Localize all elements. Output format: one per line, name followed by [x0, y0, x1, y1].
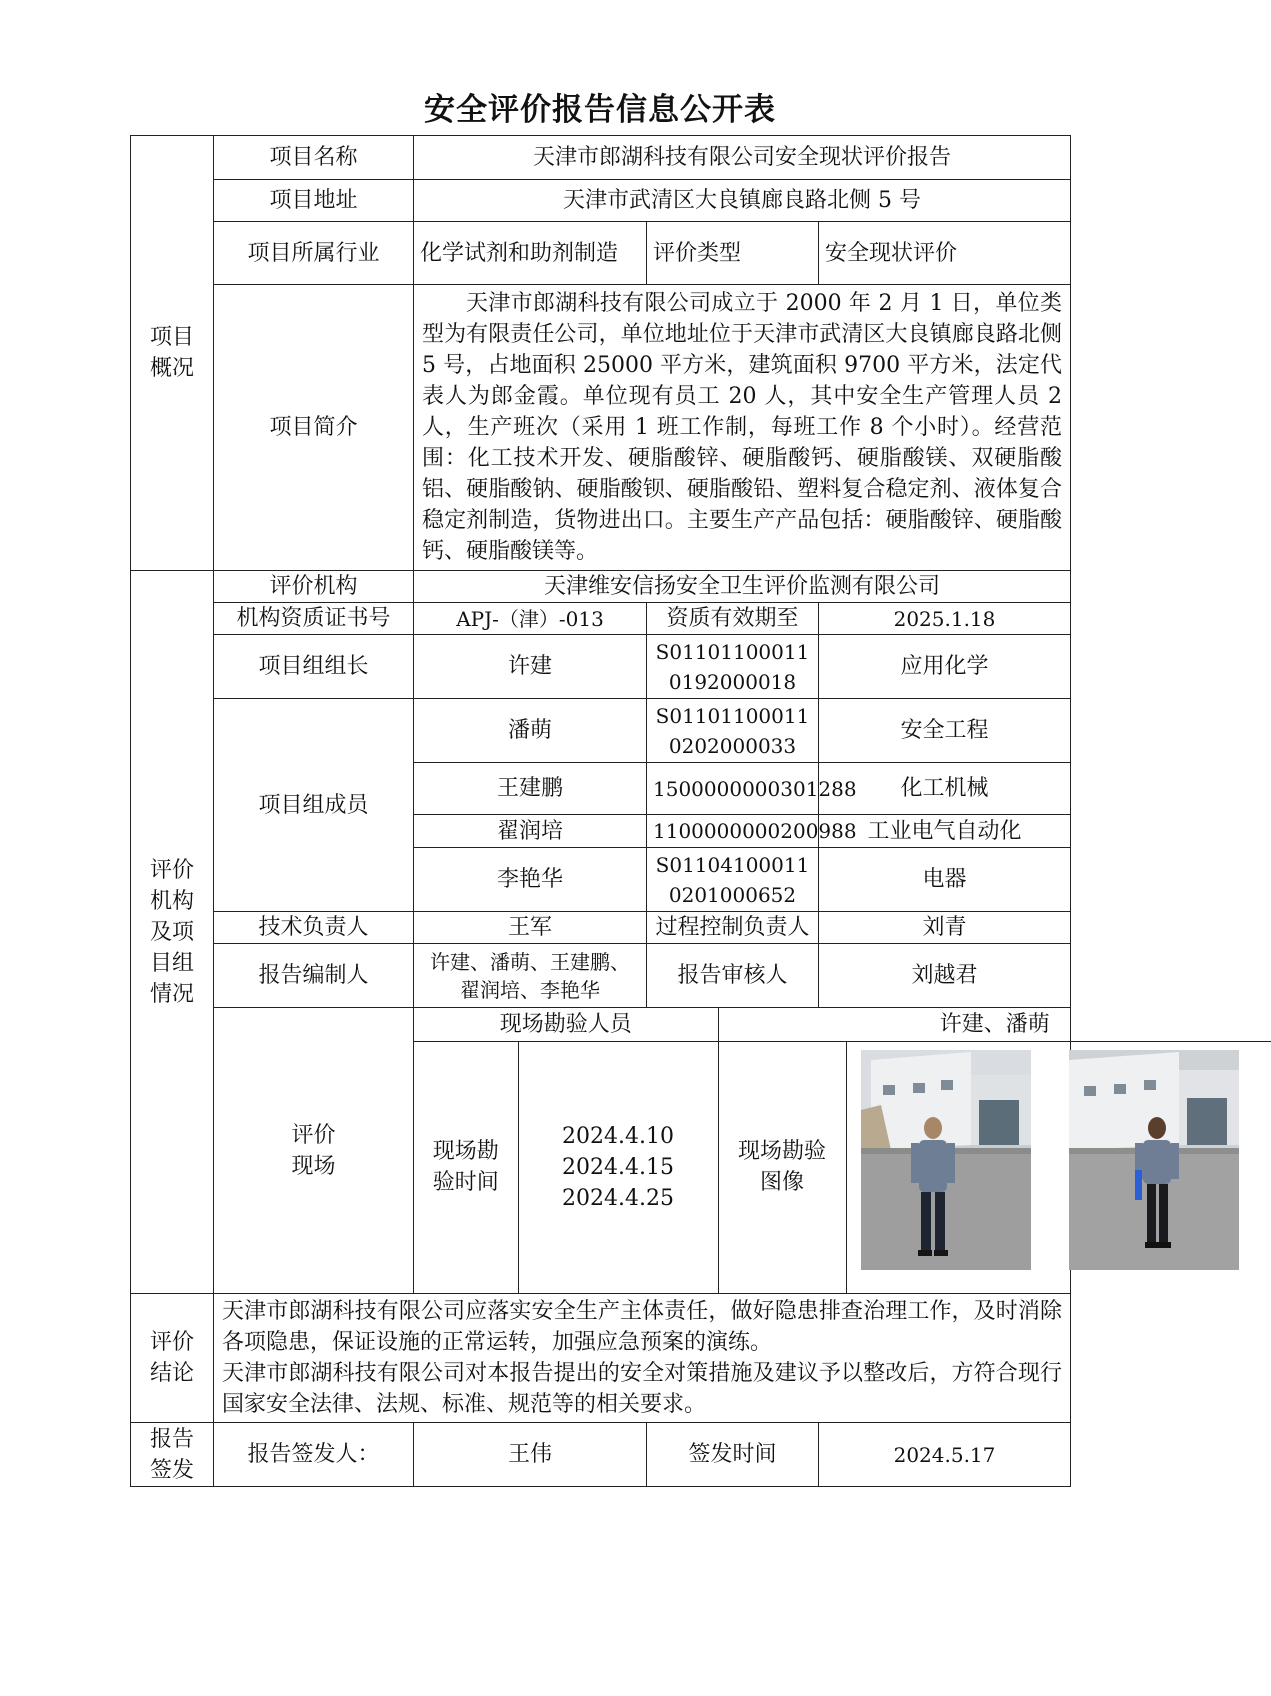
site-photos: [846, 1041, 1271, 1293]
member-name: 王建鹏: [414, 763, 647, 815]
member-name: 翟润培: [414, 815, 647, 848]
reviewer-label: 报告审核人: [647, 944, 819, 1008]
member-name: 潘萌: [414, 699, 647, 763]
project-address: 天津市武清区大良镇廊良路北侧 5 号: [414, 180, 1071, 222]
site-people-label: 现场勘验人员: [414, 1008, 718, 1041]
site-image-label: 现场勘验图像: [718, 1041, 846, 1293]
member-id: 1100000000200988: [647, 815, 819, 848]
agency-label: 评价机构: [214, 571, 414, 603]
page-title: 安全评价报告信息公开表: [424, 92, 776, 128]
conclusion-text: [214, 1294, 1071, 1423]
valid-label: 资质有效期至: [647, 603, 819, 635]
site-date: 2024.4.10: [562, 1123, 674, 1149]
signer: 王伟: [414, 1423, 647, 1487]
section-conclusion: 评价结论: [131, 1294, 214, 1423]
leader-label: 项目组组长: [214, 635, 414, 699]
site-date: 2024.4.25: [562, 1185, 674, 1211]
site-date: 2024.4.15: [562, 1154, 674, 1180]
reviewer: 刘越君: [819, 944, 1071, 1008]
member-id: S011041000110201000652: [647, 848, 819, 912]
site-dates: [518, 1041, 718, 1293]
agency-name: 天津维安信扬安全卫生评价监测有限公司: [414, 571, 1071, 603]
member-major: 安全工程: [819, 699, 1071, 763]
cert-label: 机构资质证书号: [214, 603, 414, 635]
member-major: 化工机械: [819, 763, 1071, 815]
valid-date: 2025.1.18: [819, 603, 1071, 635]
sign-time-label: 签发时间: [647, 1423, 819, 1487]
project-intro-label: 项目简介: [214, 285, 414, 571]
leader-name: 许建: [414, 635, 647, 699]
info-table: [130, 135, 1071, 1487]
project-name-label: 项目名称: [214, 136, 414, 180]
process-lead-label: 过程控制负责人: [647, 912, 819, 944]
tech-lead: 王军: [414, 912, 647, 944]
leader-id: S011011000110192000018: [647, 635, 819, 699]
project-intro: 天津市郎湖科技有限公司成立于 2000 年 2 月 1 日，单位类型为有限责任公司，单位地址位于天津市武清区大良镇廊良路北侧 5 号，占地面积 25000 平方米，建筑面积 9700 平方米，法定代表人为郎金霞。单位现有员工 20 人，其中安全生产管理人员 2 人，生产班次（采用 1 班工作制，每班工作 8 个小时）。经营范围：化工技术开发、硬脂酸锌、硬脂酸钙、硬脂酸镁、双硬脂酸铝、硬脂酸钠、硬脂酸钡、硬脂酸铅、塑料复合稳定剂、液体复合稳定剂制造，货物进出口。主要生产产品包括：硬脂酸锌、硬脂酸钙、硬脂酸镁等。: [414, 285, 1071, 571]
section-overview: 项目概况: [131, 136, 214, 571]
site-table: [414, 1008, 1271, 1293]
tech-lead-label: 技术负责人: [214, 912, 414, 944]
member-id: 1500000000301288: [647, 763, 819, 815]
member-major: 工业电气自动化: [819, 815, 1071, 848]
conclusion-p2: 天津市郎湖科技有限公司对本报告提出的安全对策措施及建议予以整改后，方符合现行国家安全法律、法规、标准、规范等的相关要求。: [222, 1361, 1062, 1417]
authors: 许建、潘萌、王建鹏、翟润培、李艳华: [414, 944, 647, 1008]
sign-time: 2024.5.17: [819, 1423, 1071, 1487]
member-id: S011011000110202000033: [647, 699, 819, 763]
site-photo-woman: [1069, 1050, 1239, 1270]
member-major: 电器: [819, 848, 1071, 912]
cert-number: APJ-（津）-013: [414, 603, 647, 635]
signer-label: 报告签发人：: [214, 1423, 414, 1487]
section-site: 评价现场: [214, 1008, 414, 1294]
eval-type-label: 评价类型: [647, 222, 819, 285]
process-lead: 刘青: [819, 912, 1071, 944]
site-block: [414, 1008, 1071, 1294]
project-address-label: 项目地址: [214, 180, 414, 222]
members-label: 项目组成员: [214, 699, 414, 912]
project-name: 天津市郎湖科技有限公司安全现状评价报告: [414, 136, 1071, 180]
site-time-label: 现场勘验时间: [414, 1041, 518, 1293]
author-label: 报告编制人: [214, 944, 414, 1008]
eval-type: 安全现状评价: [819, 222, 1071, 285]
site-people: 许建、潘萌: [718, 1008, 1271, 1041]
project-industry-label: 项目所属行业: [214, 222, 414, 285]
section-sign: 报告签发: [131, 1423, 214, 1487]
site-photo-man: [861, 1050, 1031, 1270]
conclusion-p1: 天津市郎湖科技有限公司应落实安全生产主体责任，做好隐患排查治理工作，及时消除各项隐患，保证设施的正常运转，加强应急预案的演练。: [222, 1299, 1062, 1355]
member-name: 李艳华: [414, 848, 647, 912]
project-industry: 化学试剂和助剂制造: [414, 222, 647, 285]
section-agency: 评价机构及项目组情况: [131, 571, 214, 1294]
leader-major: 应用化学: [819, 635, 1071, 699]
